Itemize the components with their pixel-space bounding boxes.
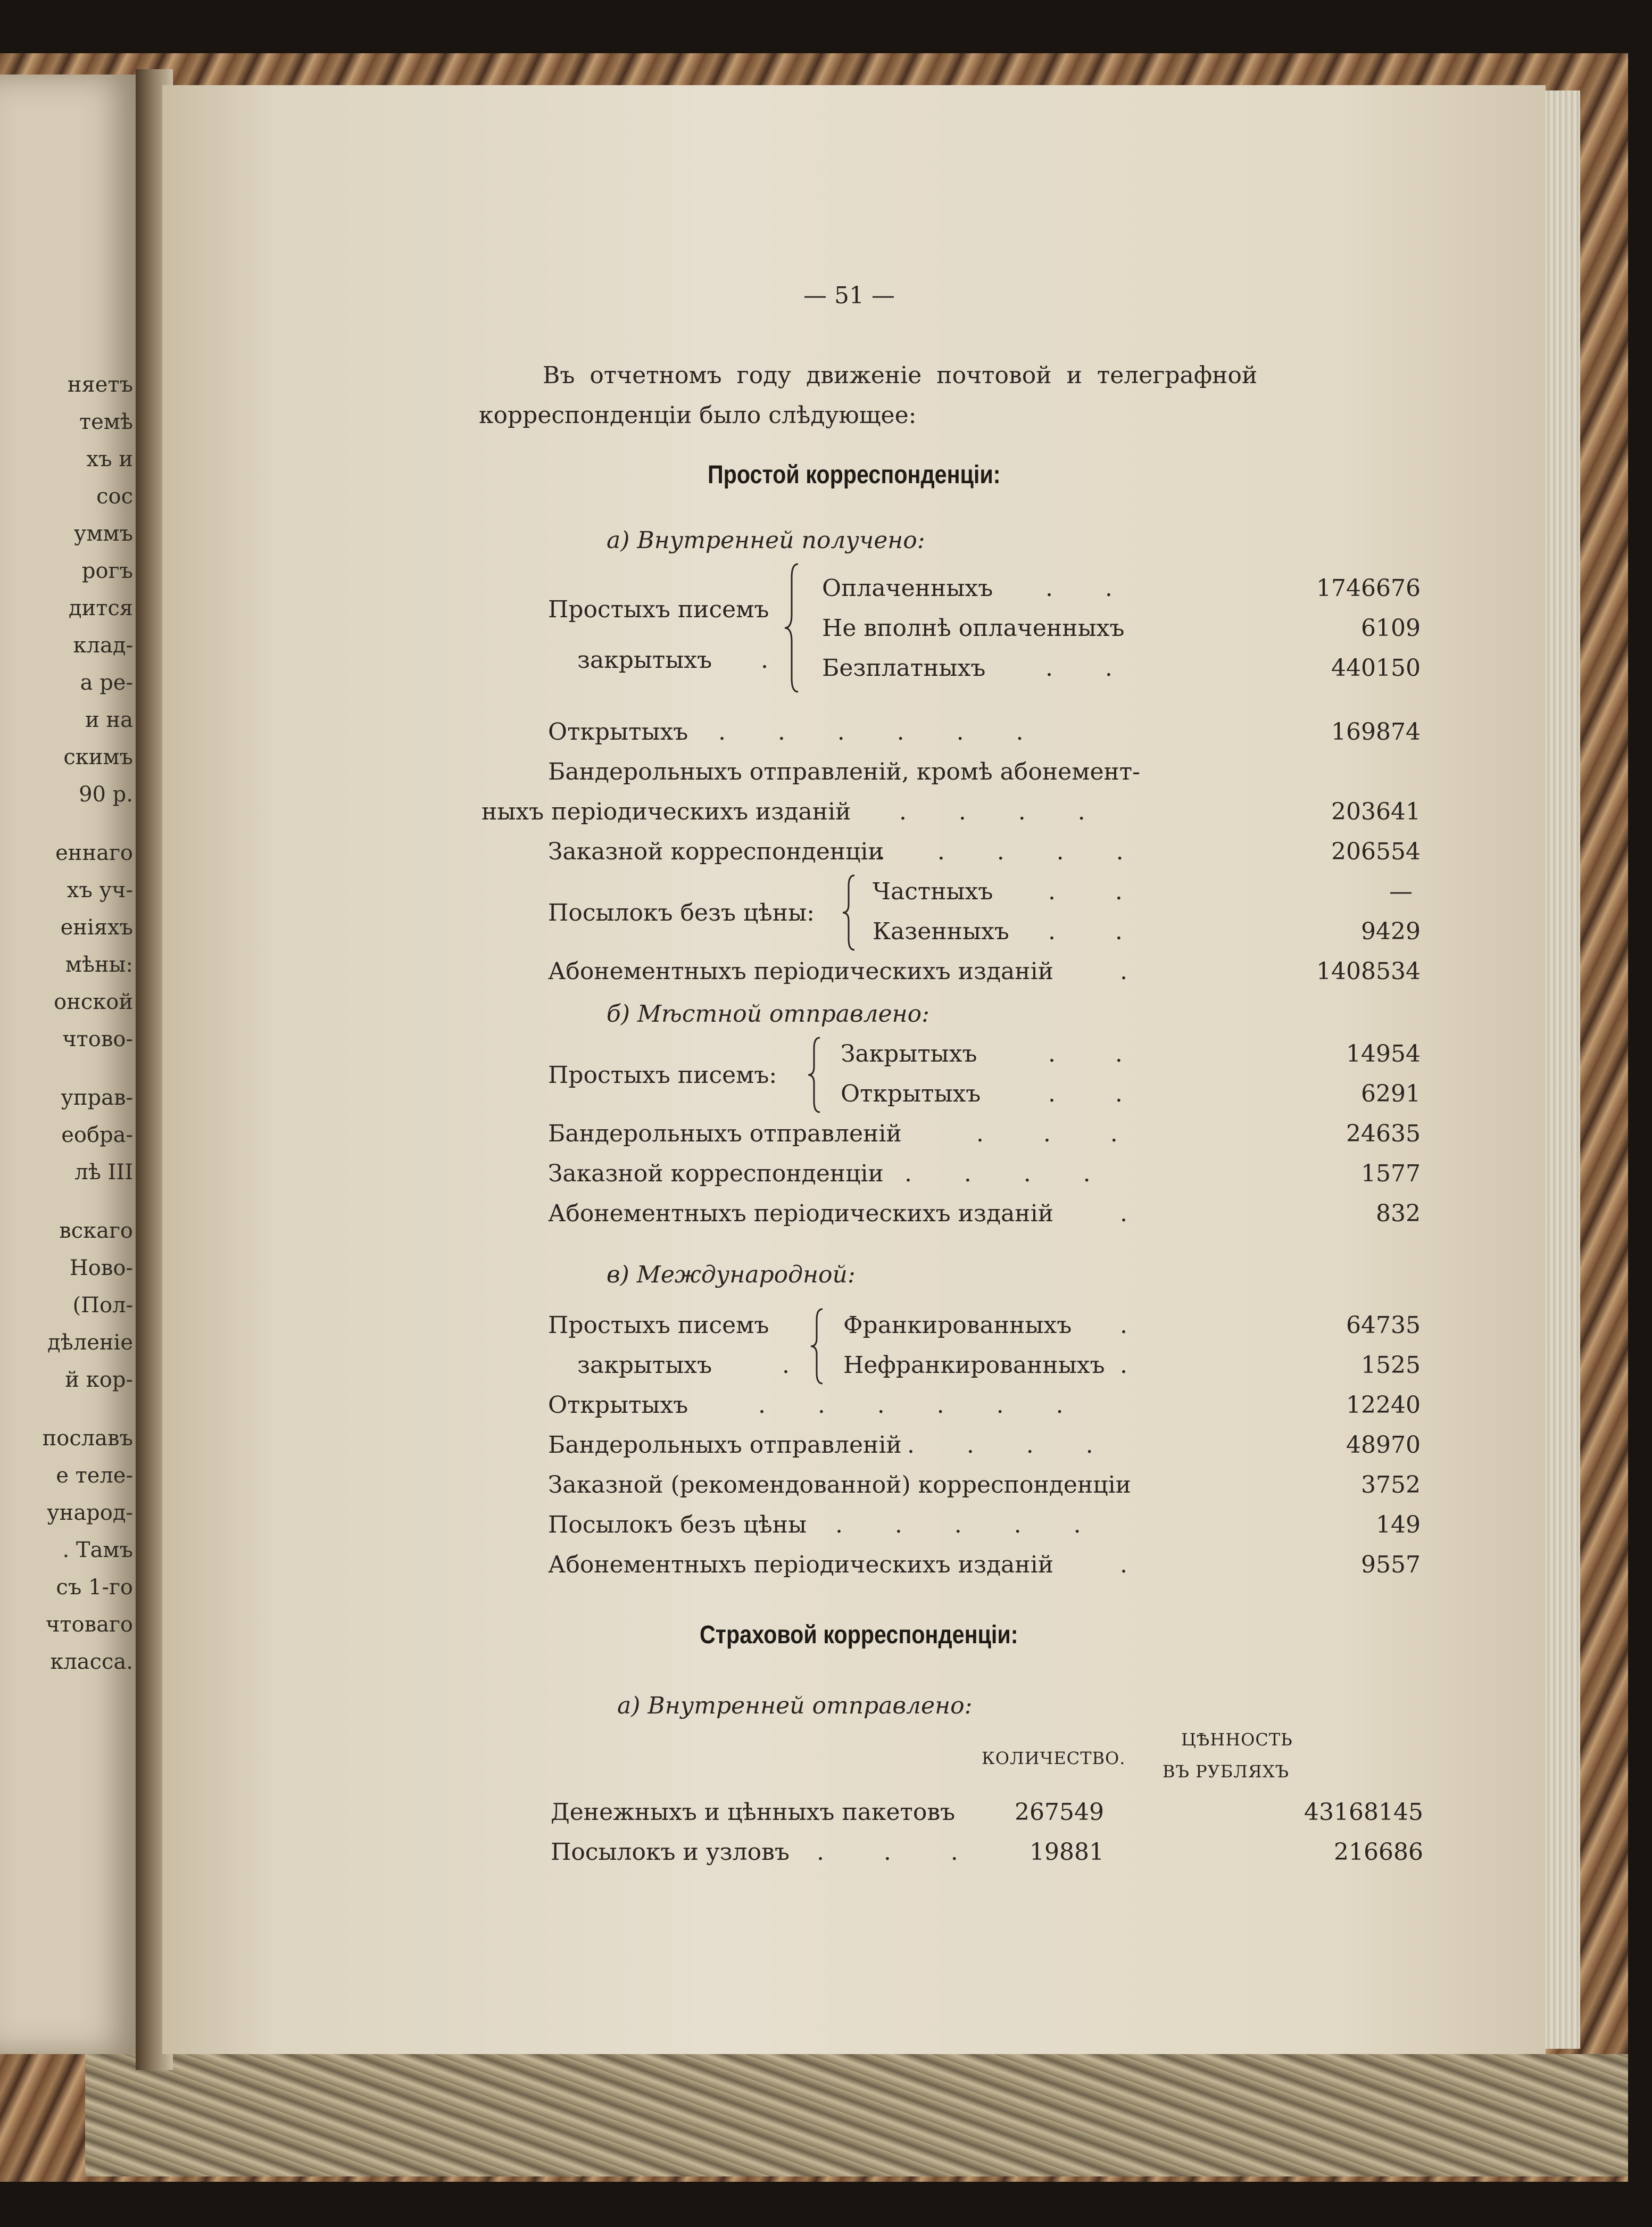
b-banderol-value: 24635 [1346,1120,1421,1147]
private-label: Частныхъ [873,878,993,905]
subscr-value: 1408534 [1316,958,1421,985]
brace-local [806,1035,824,1115]
parcels2-qty: 19881 [1030,1839,1104,1866]
col-header-value-2: ВЪ РУБЛЯХЪ [1163,1761,1290,1782]
banderol-label-2: ныхъ періодическихъ изданій [482,798,851,825]
parcels2-label: Посылокъ и узловъ [551,1839,790,1866]
banderol-value: 203641 [1331,798,1421,825]
previous-page-text: еобра- [61,1123,133,1147]
paid-value: 1746676 [1316,575,1421,602]
parcels-label: Посылокъ безъ цѣны: [548,899,815,926]
book-board-edge [85,2054,1628,2176]
previous-page-text: рогъ [81,559,133,583]
previous-page-text: еніяхъ [60,915,133,940]
subheading-local-sent: б) Мѣстной отправлено: [607,1000,929,1028]
brace-intl [809,1306,827,1386]
money-label: Денежныхъ и цѣнныхъ пакетовъ [551,1799,956,1826]
b-registered-label: Заказной корреспонденціи [548,1160,884,1187]
letters-label-2: закрытыхъ [577,647,712,674]
heading-simple-correspondence: Простой корреспонденціи: [708,461,1001,489]
b-closed-label: Закрытыхъ [841,1040,977,1067]
page: — 51 — Въ отчетномъ году движеніе почтовой и телеграфной корреспонденціи было слѣдующее: Простой корреспонденціи: а) Внутренней получено: Простыхъ писемъ закрытыхъ . Оплаченныхъ . . 1746676 Не вполнѣ оплаченныхъ 6109 Безплатныхъ . . 440150 Открытыхъ . . . . . . 169874 Бандерольныхъ отправленій, кромѣ абонемент- ныхъ періодическихъ изданій . . . . 203641 Заказной корреспонденціи . . . . . 206554 Посылокъ безъ цѣны: Частныхъ . . — Казенныхъ . . 9429 Абонементныхъ періодическихъ изданій . 1408534 б) Мѣстной отправлено: Простыхъ писемъ: Закрытыхъ . . 14954 Открытыхъ . . 6291 Бандерольныхъ отправленій . . . 24635 Заказной корреспонденціи . . . . 1577 Абонементныхъ періодическихъ изданій . 832 в) Международной: Простыхъ писемъ закрытыхъ . Франкированныхъ . 64735 Нефранкированныхъ . 1525 Открытыхъ . . . . . . 12240 Бандерольныхъ отправленій . . . . 48970 Заказной (рекомендованной) корреспонденціи 3752 Посылокъ безъ цѣны . . . . . 149 Абонементныхъ періодическихъ изданій . 9557 Страховой корреспонденціи: а) Внутренней отправлено: КОЛИЧЕСТВО. ЦѢННОСТЬ ВЪ РУБЛЯХЪ Денежныхъ и цѣнныхъ пакетовъ 267549 43168145 Посылокъ и узловъ . . . 19881 216686 [162,85,1546,2054]
subheading-internal-sent: а) Внутренней отправлено: [617,1692,973,1719]
previous-page-text: скимъ [63,745,133,769]
b-open-value: 6291 [1361,1080,1421,1107]
b-registered-value: 1577 [1361,1160,1421,1187]
dot: . [761,647,768,674]
underpaid-value: 6109 [1361,615,1421,642]
c-open-value: 12240 [1346,1392,1421,1419]
previous-page-text: темѣ [79,410,133,434]
previous-page-text: дѣленіе [47,1330,133,1355]
subheading-internal-received: а) Внутренней получено: [607,527,925,554]
money-qty: 267549 [1015,1799,1104,1826]
previous-page-text: й кор- [65,1368,133,1392]
money-val: 43168145 [1304,1799,1423,1826]
private-value: — [1389,878,1413,905]
brace-left [782,561,803,694]
b-banderol-label: Бандерольныхъ отправленій [548,1120,902,1147]
c-parcels-label: Посылокъ безъ цѣны [548,1511,807,1538]
c-unfranked-label: Нефранкированныхъ [843,1352,1105,1379]
b-letters-label: Простыхъ писемъ: [548,1062,777,1089]
b-subscr-label: Абонементныхъ періодическихъ изданій [548,1200,1054,1227]
subscr-label: Абонементныхъ періодическихъ изданій [548,958,1054,985]
previous-page-text: ународ- [47,1501,133,1525]
c-franked-label: Франкированныхъ [843,1312,1072,1339]
previous-page-text: сос [96,484,133,509]
previous-page-text: съ 1-го [56,1575,133,1600]
registered-value: 206554 [1331,838,1421,865]
previous-page-text: (Пол- [72,1293,133,1318]
previous-page-text: клад- [73,633,133,658]
page-number: — 51 — [803,282,895,309]
previous-page [0,74,138,2054]
previous-page-text: еннаго [55,841,133,865]
previous-page-text: чтово- [62,1027,133,1052]
col-header-value-1: ЦѢННОСТЬ [1181,1729,1293,1750]
parcels2-val: 216686 [1334,1839,1423,1866]
previous-page-text: Ново- [69,1256,133,1280]
underpaid-label: Не вполнѣ оплаченныхъ [822,615,1125,642]
open-label: Открытыхъ [548,718,688,746]
col-header-qty: КОЛИЧЕСТВО. [982,1748,1126,1768]
free-value: 440150 [1331,655,1421,682]
c-subscr-label: Абонементныхъ періодическихъ изданій [548,1551,1054,1578]
c-parcels-value: 149 [1376,1511,1421,1538]
previous-page-text: чтоваго [45,1612,133,1637]
page-edges [1543,90,1580,2049]
state-label: Казенныхъ [873,918,1009,945]
banderol-label-1: Бандерольныхъ отправленій, кромѣ абонемент- [548,758,1141,785]
previous-page-text: няетъ [67,372,133,397]
subheading-international: в) Международной: [607,1261,856,1288]
previous-page-text: вскаго [59,1219,133,1243]
c-open-label: Открытыхъ [548,1392,688,1419]
previous-page-text: мѣны: [65,953,133,977]
previous-page-text: дится [68,596,133,620]
previous-page-text: хъ и [86,447,133,471]
previous-page-text: пославъ [42,1426,133,1451]
intro-line-1: Въ отчетномъ году движеніе почтовой и телеграфной [543,362,1258,389]
previous-page-text: класса. [50,1650,133,1674]
c-letters-label-1: Простыхъ писемъ [548,1312,769,1339]
previous-page-text: уммъ [73,521,133,546]
c-banderol-value: 48970 [1346,1431,1421,1459]
dot: . [782,1352,790,1379]
heading-insured-correspondence: Страховой корреспонденціи: [700,1621,1018,1649]
brace-parcels [841,873,859,953]
previous-page-text: . Тамъ [62,1538,133,1562]
free-label: Безплатныхъ [822,655,986,682]
previous-page-text: 90 р. [79,782,133,807]
c-unfranked-value: 1525 [1361,1352,1421,1379]
intro-line-2: корреспонденціи было слѣдующее: [479,402,917,429]
c-letters-label-2: закрытыхъ [577,1352,712,1379]
previous-page-text: лѣ III [74,1160,133,1185]
letters-label-1: Простыхъ писемъ [548,596,769,623]
previous-page-text: онской [54,990,133,1014]
registered-label: Заказной корреспонденціи [548,838,884,865]
previous-page-text: и на [85,708,133,732]
c-subscr-value: 9557 [1361,1551,1421,1578]
previous-page-text: а ре- [80,670,133,695]
open-value: 169874 [1331,718,1421,746]
previous-page-text: хъ уч- [67,878,133,903]
paid-label: Оплаченныхъ [822,575,993,602]
b-open-label: Открытыхъ [841,1080,981,1107]
b-subscr-value: 832 [1376,1200,1421,1227]
c-banderol-label: Бандерольныхъ отправленій [548,1431,902,1459]
c-franked-value: 64735 [1346,1312,1421,1339]
previous-page-text: е теле- [56,1463,133,1488]
b-closed-value: 14954 [1346,1040,1421,1067]
state-value: 9429 [1361,918,1421,945]
previous-page-text: управ- [61,1086,133,1110]
c-registered-label: Заказной (рекомендованной) корреспонденціи [548,1471,1131,1499]
c-registered-value: 3752 [1361,1471,1421,1499]
